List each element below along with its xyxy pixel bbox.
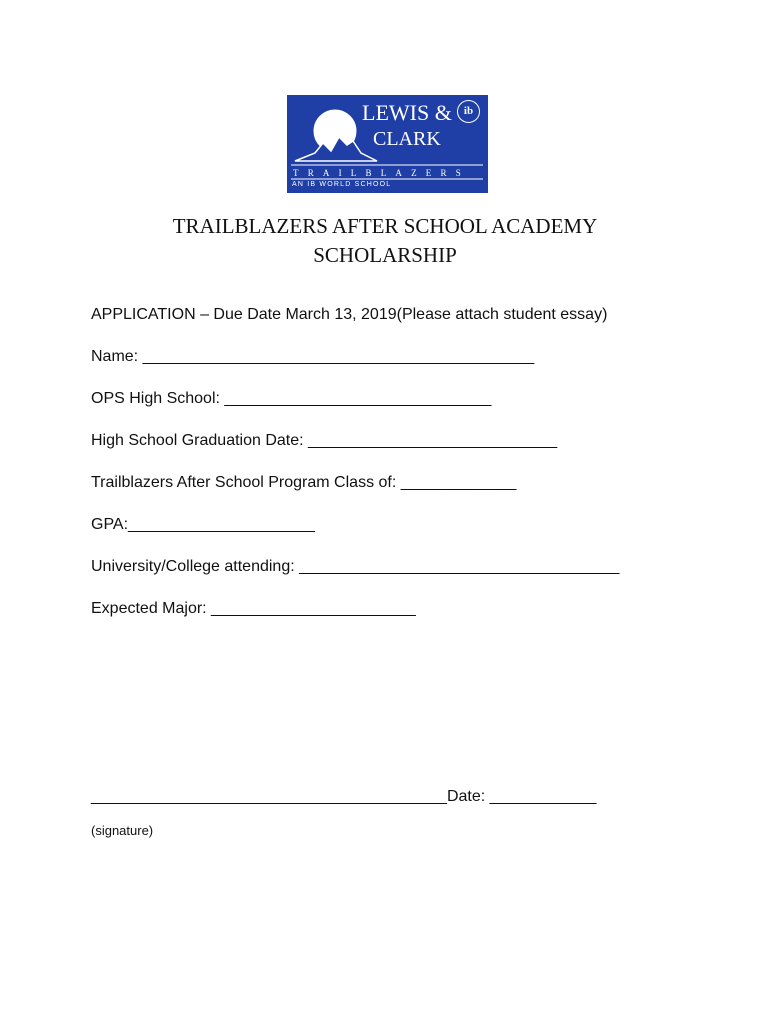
logo-text-clark: CLARK: [373, 128, 441, 150]
logo-text-trailblazers: TRAILBLAZERS: [293, 168, 470, 178]
college-field[interactable]: University/College attending: ____________________________________: [91, 558, 620, 575]
ib-badge-icon: ib: [457, 100, 480, 123]
ops-high-school-field[interactable]: OPS High School: ______________________________: [91, 390, 492, 407]
logo-text-lewis: LEWIS &: [362, 100, 452, 125]
page-title-line2: SCHOLARSHIP: [313, 243, 457, 267]
expected-major-field[interactable]: Expected Major: _______________________: [91, 600, 416, 617]
name-field[interactable]: Name: ____________________________________________: [91, 348, 535, 365]
application-due-date: APPLICATION – Due Date March 13, 2019(Please attach student essay): [91, 306, 608, 323]
logo-text-ib-world-school: AN IB WORLD SCHOOL: [292, 181, 392, 188]
page-title-line1: TRAILBLAZERS AFTER SCHOOL ACADEMY: [172, 214, 598, 238]
class-of-field[interactable]: Trailblazers After School Program Class of: _____________: [91, 474, 517, 491]
school-logo: [287, 95, 488, 193]
signature-date-field[interactable]: ________________________________________Date: ____________: [91, 788, 597, 805]
graduation-date-field[interactable]: High School Graduation Date: ____________________________: [91, 432, 558, 449]
gpa-field[interactable]: GPA:_____________________: [91, 516, 315, 533]
signature-caption: (signature): [91, 823, 154, 838]
